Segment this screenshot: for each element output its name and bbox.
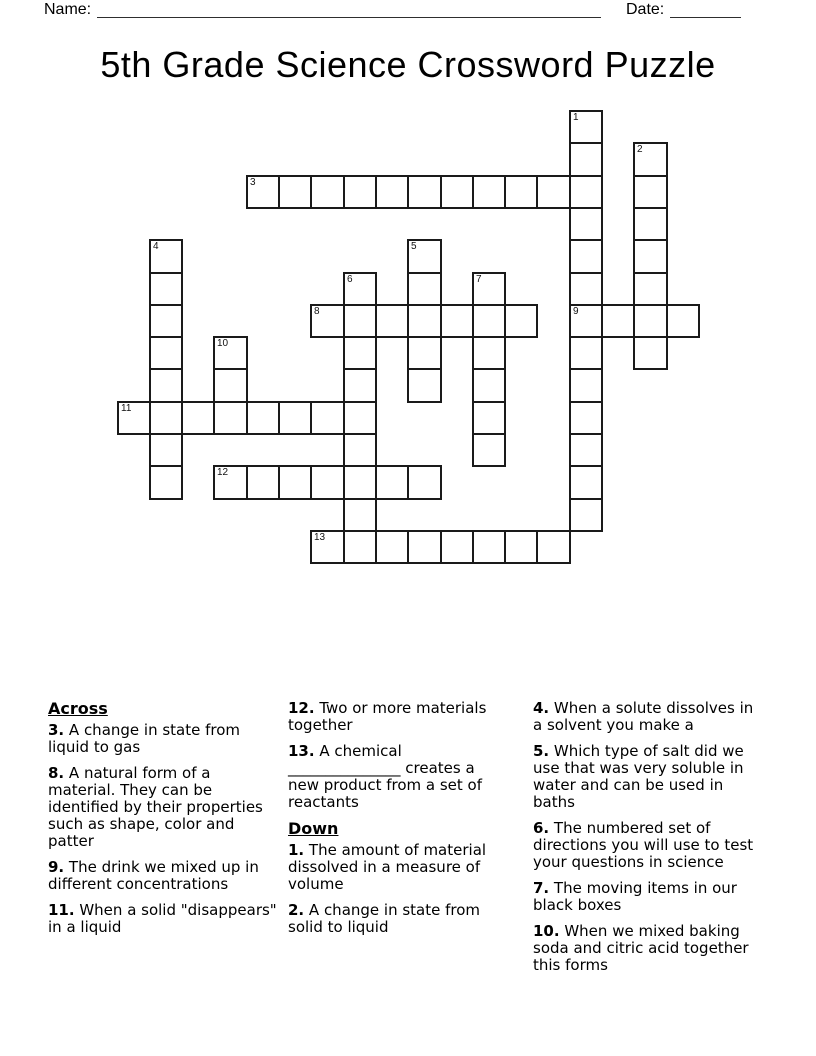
crossword-cell xyxy=(569,272,603,306)
clue-item xyxy=(288,700,498,734)
crossword-cell xyxy=(310,401,345,435)
clue-item xyxy=(533,923,763,974)
clue-item xyxy=(288,743,498,811)
clue-section-header: Across xyxy=(48,699,108,718)
clue-text: A change in state from solid to liquid xyxy=(288,901,481,936)
crossword-cell xyxy=(149,465,183,500)
crossword-cell xyxy=(633,207,668,241)
clue-text: A change in state from liquid to gas xyxy=(48,721,241,756)
crossword-cell xyxy=(278,175,312,209)
cell-number: 9 xyxy=(573,306,579,317)
crossword-cell xyxy=(407,465,442,500)
clue-text: The drink we mixed up in different concentrations xyxy=(48,858,259,893)
crossword-cell xyxy=(343,530,377,564)
crossword-cell xyxy=(569,465,603,500)
crossword-cell xyxy=(440,175,474,209)
crossword-cell xyxy=(246,401,280,435)
clue-item xyxy=(48,765,280,850)
crossword-cell xyxy=(504,304,538,338)
clue-item xyxy=(288,902,498,936)
clue-text: The moving items in our black boxes xyxy=(533,879,737,914)
crossword-cell xyxy=(407,175,442,209)
date-label: Date: xyxy=(626,1,665,18)
crossword-cell xyxy=(601,304,635,338)
crossword-cell xyxy=(278,465,312,500)
crossword-cell xyxy=(149,336,183,370)
clue-text: When a solid "disappears" in a liquid xyxy=(48,901,277,936)
clue-item xyxy=(533,743,763,811)
crossword-cell xyxy=(310,175,345,209)
cell-number: 4 xyxy=(153,241,159,252)
cell-number: 11 xyxy=(121,403,132,414)
crossword-cell xyxy=(375,304,409,338)
crossword-cell xyxy=(407,304,442,338)
clue-item xyxy=(48,722,280,756)
crossword-cell xyxy=(343,465,377,500)
crossword-cell xyxy=(569,239,603,274)
crossword-cell xyxy=(504,530,538,564)
clue-item xyxy=(533,820,763,871)
clues-column-2 xyxy=(288,700,498,945)
crossword-cell xyxy=(343,433,377,467)
crossword-cell xyxy=(343,368,377,403)
clue-number: 10. xyxy=(533,922,560,940)
clue-text: The amount of material dissolved in a measure of volume xyxy=(288,841,487,893)
clue-number: 12. xyxy=(288,699,315,717)
crossword-cell xyxy=(569,142,603,177)
crossword-cell xyxy=(407,530,442,564)
clue-number: 5. xyxy=(533,742,550,760)
crossword-cell xyxy=(633,336,668,370)
crossword-cell xyxy=(504,175,538,209)
crossword-cell xyxy=(149,368,183,403)
cell-number: 2 xyxy=(637,144,643,155)
cell-number: 12 xyxy=(217,467,229,478)
crossword-cell xyxy=(149,433,183,467)
cell-number: 6 xyxy=(347,274,353,285)
clue-text: A natural form of a material. They can be identified by their properties such as shape, color and patter xyxy=(48,764,263,850)
crossword-cell xyxy=(343,304,377,338)
clue-number: 7. xyxy=(533,879,550,897)
crossword-cell xyxy=(569,368,603,403)
clue-text: A chemical _______________ creates a new product from a set of reactants xyxy=(288,742,483,811)
crossword-cell xyxy=(278,401,312,435)
crossword-cell xyxy=(472,401,506,435)
crossword-cell xyxy=(343,498,377,532)
crossword-cell xyxy=(375,530,409,564)
clue-text: When we mixed baking soda and citric acid together this forms xyxy=(533,922,749,974)
clue-number: 8. xyxy=(48,764,65,782)
clue-item xyxy=(48,902,280,936)
crossword-cell xyxy=(569,498,603,532)
clue-number: 2. xyxy=(288,901,305,919)
clue-item xyxy=(48,859,280,893)
cell-number: 7 xyxy=(476,274,482,285)
crossword-cell xyxy=(407,368,442,403)
clue-text: Two or more materials together xyxy=(288,699,487,734)
clue-number: 9. xyxy=(48,858,65,876)
clue-section-header: Down xyxy=(288,819,339,838)
crossword-cell xyxy=(472,368,506,403)
crossword-cell xyxy=(310,465,345,500)
crossword-cell xyxy=(213,401,248,435)
name-label: Name: xyxy=(44,1,92,18)
clue-text: Which type of salt did we use that was very soluble in water and can be used in baths xyxy=(533,742,744,811)
cell-number: 5 xyxy=(411,241,417,252)
crossword-cell xyxy=(536,175,571,209)
crossword-cell xyxy=(569,175,603,209)
crossword-cell xyxy=(633,304,668,338)
crossword-cell xyxy=(375,175,409,209)
clue-item xyxy=(533,880,763,914)
crossword-cell xyxy=(472,433,506,467)
crossword-cell xyxy=(633,175,668,209)
crossword-cell xyxy=(633,239,668,274)
clue-number: 4. xyxy=(533,699,550,717)
crossword-cell xyxy=(343,401,377,435)
clue-number: 13. xyxy=(288,742,315,760)
crossword-cell xyxy=(536,530,571,564)
clue-text: The numbered set of directions you will use to test your questions in science xyxy=(533,819,754,871)
clues-column-1 xyxy=(48,700,280,945)
clue-item xyxy=(533,700,763,734)
crossword-cell xyxy=(407,336,442,370)
crossword-cell xyxy=(149,304,183,338)
clue-number: 3. xyxy=(48,721,65,739)
clue-number: 1. xyxy=(288,841,305,859)
crossword-cell xyxy=(569,433,603,467)
crossword-cell xyxy=(343,175,377,209)
crossword-cell xyxy=(440,304,474,338)
cell-number: 3 xyxy=(250,177,256,188)
crossword-cell xyxy=(440,530,474,564)
crossword-cell xyxy=(633,272,668,306)
crossword-cell xyxy=(407,272,442,306)
crossword-cell xyxy=(181,401,215,435)
cell-number: 1 xyxy=(573,112,579,123)
clues-column-3 xyxy=(533,700,763,983)
crossword-cell xyxy=(149,401,183,435)
crossword-cell xyxy=(246,465,280,500)
crossword-cell xyxy=(343,336,377,370)
clue-number: 6. xyxy=(533,819,550,837)
crossword-cell xyxy=(472,175,506,209)
crossword-cell xyxy=(375,465,409,500)
crossword-cell xyxy=(472,336,506,370)
crossword-cell xyxy=(666,304,700,338)
crossword-cell xyxy=(213,368,248,403)
cell-number: 10 xyxy=(217,338,229,349)
clue-text: When a solute dissolves in a solvent you make a xyxy=(533,699,754,734)
crossword-cell xyxy=(472,304,506,338)
clue-number: 11. xyxy=(48,901,75,919)
clue-item xyxy=(288,842,498,893)
cell-number: 13 xyxy=(314,532,326,543)
crossword-cell xyxy=(569,336,603,370)
crossword-cell xyxy=(472,530,506,564)
crossword-cell xyxy=(149,272,183,306)
page-title: 5th Grade Science Crossword Puzzle xyxy=(100,44,716,85)
crossword-cell xyxy=(569,401,603,435)
cell-number: 8 xyxy=(314,306,320,317)
crossword-cell xyxy=(569,207,603,241)
